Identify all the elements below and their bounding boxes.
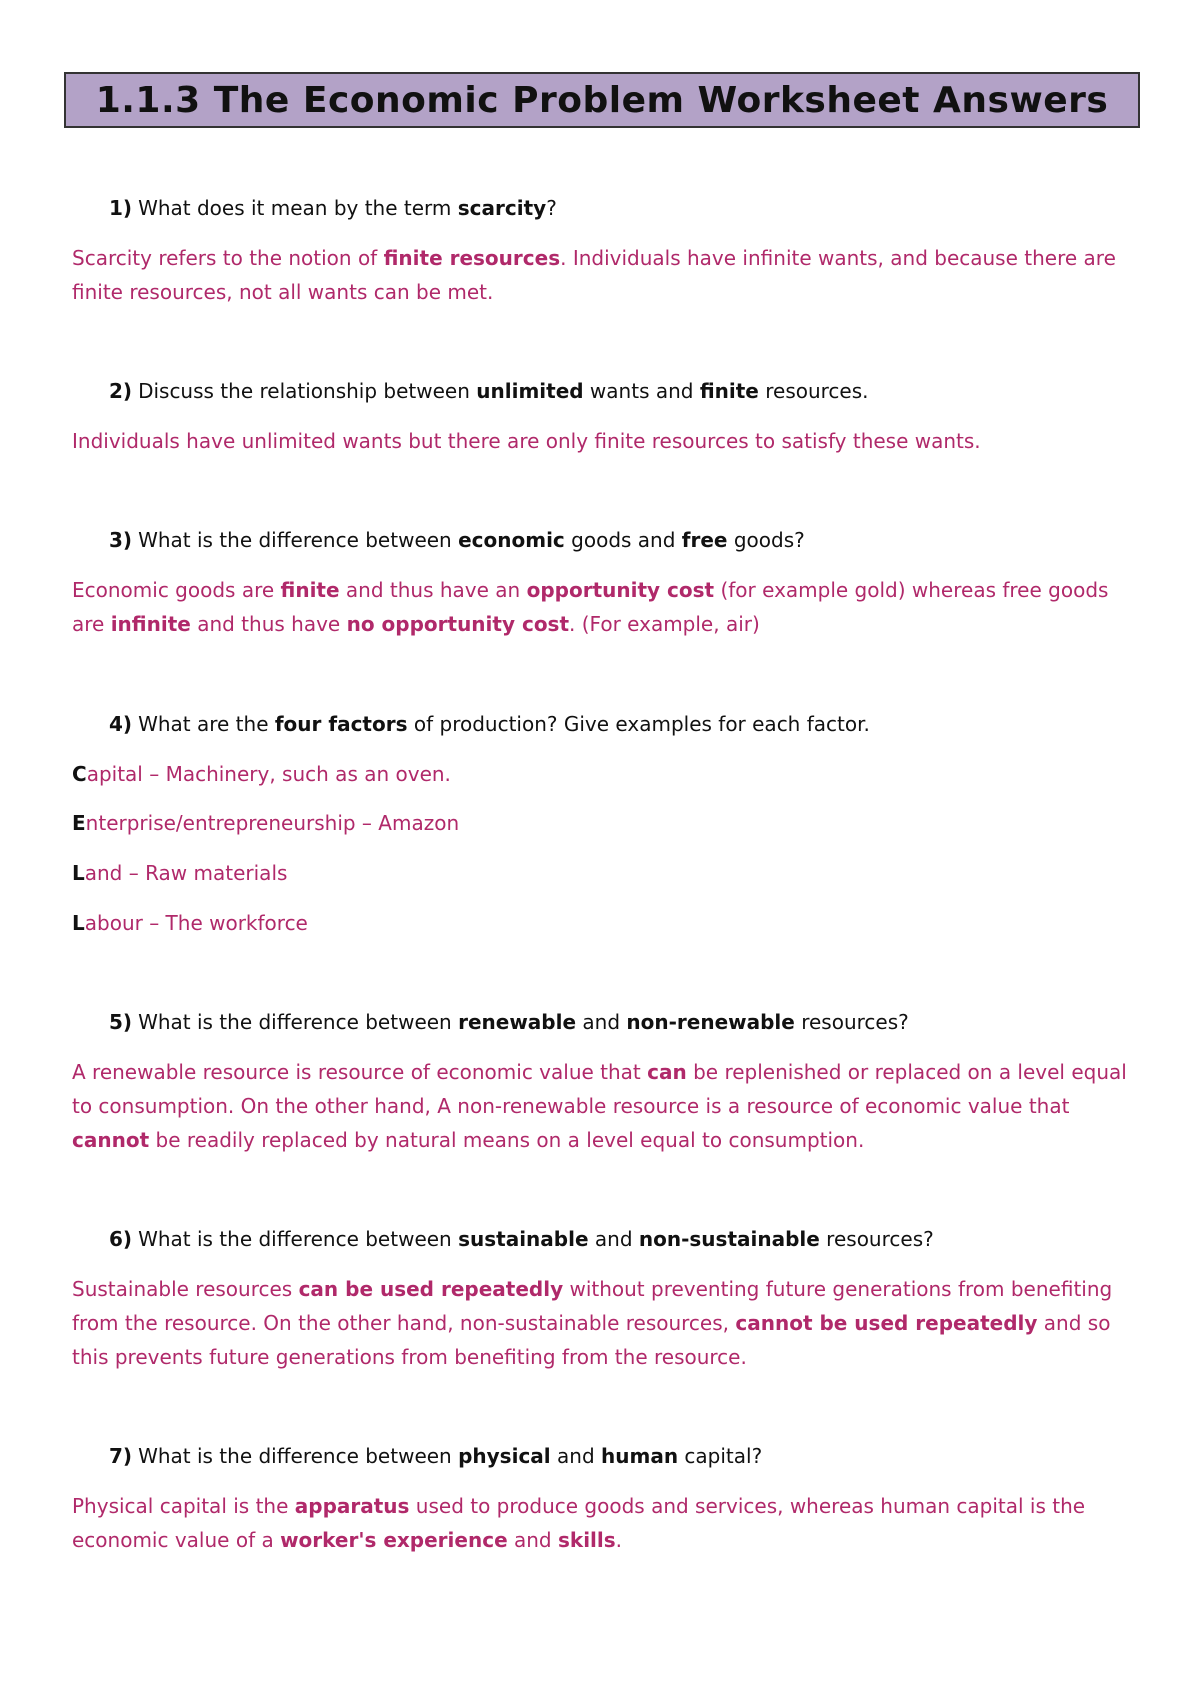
answer-2: Individuals have unlimited wants but there are only finite resources to satisfy these wants.: [72, 429, 981, 453]
factor-land: Land – Raw materials: [72, 861, 288, 885]
answer-1: Scarcity refers to the notion of finite resources. Individuals have infinite wants, and because there are finite resources, not all wants can be met.: [72, 246, 1116, 304]
question-number: 5): [109, 1010, 133, 1034]
question-5: 5) What is the difference between renewable and non-renewable resources?: [109, 1010, 909, 1034]
page-title: 1.1.3 The Economic Problem Worksheet Answers: [95, 79, 1109, 121]
question-number: 4): [109, 712, 133, 736]
question-number: 7): [109, 1444, 133, 1468]
answer-5: A renewable resource is resource of economic value that can be replenished or replaced on a level equal to consumption. On the other hand, A non-renewable resource is a resource of economic value that cannot be readily replaced by natural means on a level equal to consumption.: [72, 1060, 1127, 1152]
factor-enterprise: Enterprise/entrepreneurship – Amazon: [72, 811, 460, 835]
question-7: 7) What is the difference between physical and human capital?: [109, 1444, 763, 1468]
question-number: 1): [109, 196, 133, 220]
factor-capital: Capital – Machinery, such as an oven.: [72, 762, 451, 786]
question-6: 6) What is the difference between sustainable and non-sustainable resources?: [109, 1227, 934, 1251]
question-1: 1) What does it mean by the term scarcity?: [109, 196, 557, 220]
factor-labour: Labour – The workforce: [72, 911, 308, 935]
question-4: 4) What are the four factors of production? Give examples for each factor.: [109, 712, 870, 736]
question-number: 2): [109, 379, 133, 403]
answer-7: Physical capital is the apparatus used to produce goods and services, whereas human capital is the economic value of a worker's experience and skills.: [72, 1494, 1086, 1552]
question-number: 6): [109, 1227, 133, 1251]
question-2: 2) Discuss the relationship between unlimited wants and finite resources.: [109, 379, 869, 403]
answer-6: Sustainable resources can be used repeatedly without preventing future generations from benefiting from the resource. On the other hand, non-sustainable resources, cannot be used repeatedly and so this prevents future generations from benefiting from the resource.: [72, 1277, 1113, 1369]
question-3: 3) What is the difference between economic goods and free goods?: [109, 528, 805, 552]
question-number: 3): [109, 528, 133, 552]
title-box: [64, 72, 1140, 128]
answer-3: Economic goods are finite and thus have an opportunity cost (for example gold) whereas free goods are infinite and thus have no opportunity cost. (For example, air): [72, 578, 1109, 636]
